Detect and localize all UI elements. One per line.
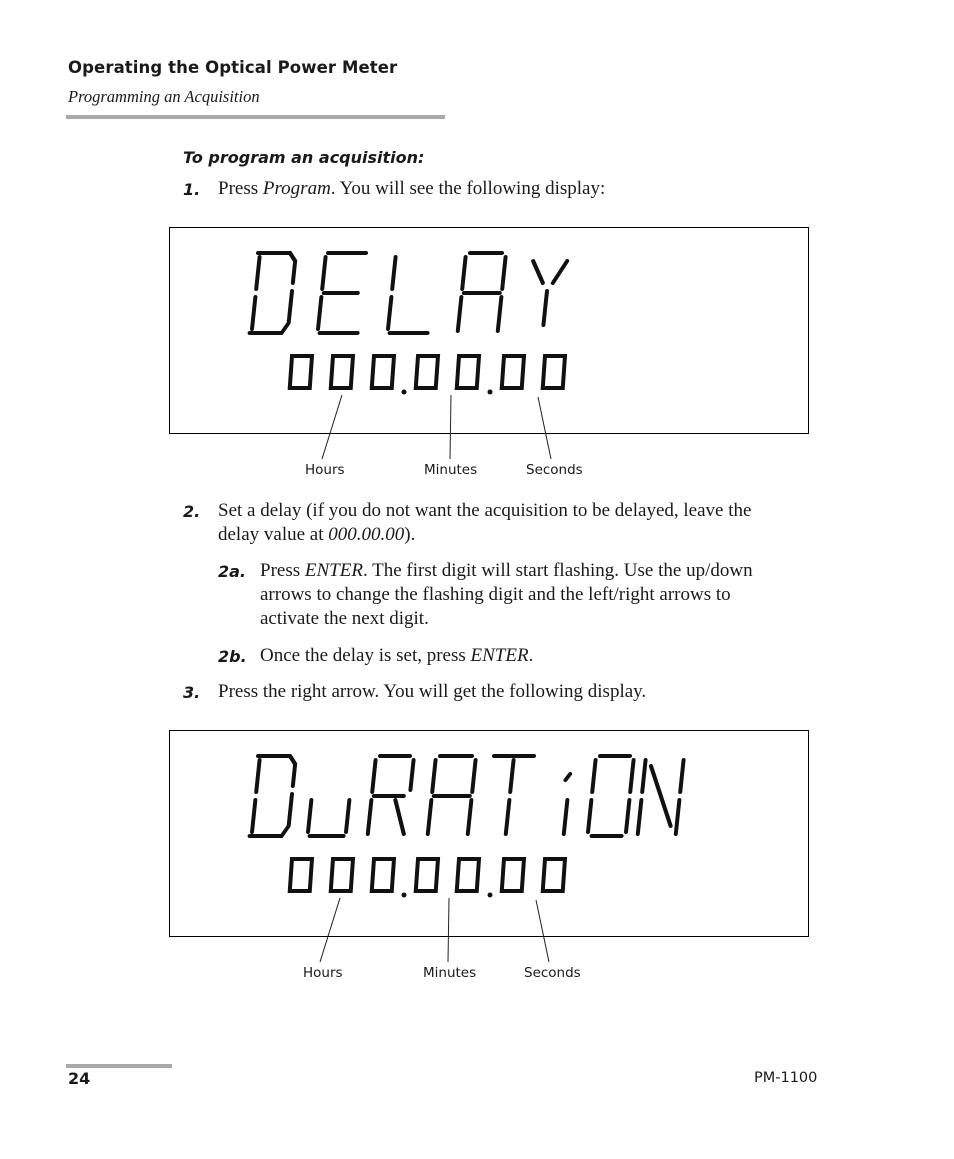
- running-header-title: Operating the Optical Power Meter: [68, 58, 398, 77]
- step-2-number: 2.: [183, 502, 201, 521]
- lcd-char-n: [638, 760, 684, 834]
- step-2a-number: 2a.: [218, 562, 247, 581]
- callout-minutes: Minutes: [423, 965, 477, 981]
- lcd-char-r: [368, 756, 414, 834]
- footer-rule: [66, 1064, 172, 1068]
- callout-seconds: Seconds: [526, 462, 583, 478]
- lcd-char-u: [308, 800, 350, 836]
- step-2a-text: Press ENTER. The first digit will start flashing. Use the up/down arrows to change the flashing digit and the left/right arrows to activate the next digit.: [260, 560, 753, 629]
- step-2b-text: Once the delay is set, press ENTER.: [260, 645, 534, 666]
- lcd-char-d: [250, 756, 296, 836]
- callout-seconds: Seconds: [524, 965, 581, 981]
- page-number: 24: [68, 1069, 91, 1088]
- lcd-readout-duration: [170, 731, 810, 938]
- lcd-char-o: [588, 756, 634, 836]
- lcd-char-i: [560, 774, 570, 834]
- callout-hours: Hours: [305, 462, 345, 478]
- step-3-number: 3.: [183, 683, 201, 702]
- step-2-text: Set a delay (if you do not want the acquisition to be delayed, leave the delay value at 000.00.00).: [218, 500, 752, 545]
- step-2b-number: 2b.: [218, 647, 247, 666]
- document-id: PM-1100: [754, 1070, 818, 1086]
- step-1-text: Press Program. You will see the following display:: [218, 178, 606, 199]
- lcd-char-t: [486, 756, 534, 834]
- callout-hours: Hours: [303, 965, 343, 981]
- lcd-value-duration: [290, 859, 565, 898]
- step-1-number: 1.: [183, 180, 201, 199]
- lcd-char-a: [428, 756, 476, 834]
- lcd-display-duration: [169, 730, 809, 937]
- procedure-heading: To program an acquisition:: [183, 148, 425, 167]
- callout-minutes: Minutes: [424, 462, 478, 478]
- running-header-subtitle: Programming an Acquisition: [68, 87, 260, 106]
- step-3-text: Press the right arrow. You will get the following display.: [218, 681, 647, 702]
